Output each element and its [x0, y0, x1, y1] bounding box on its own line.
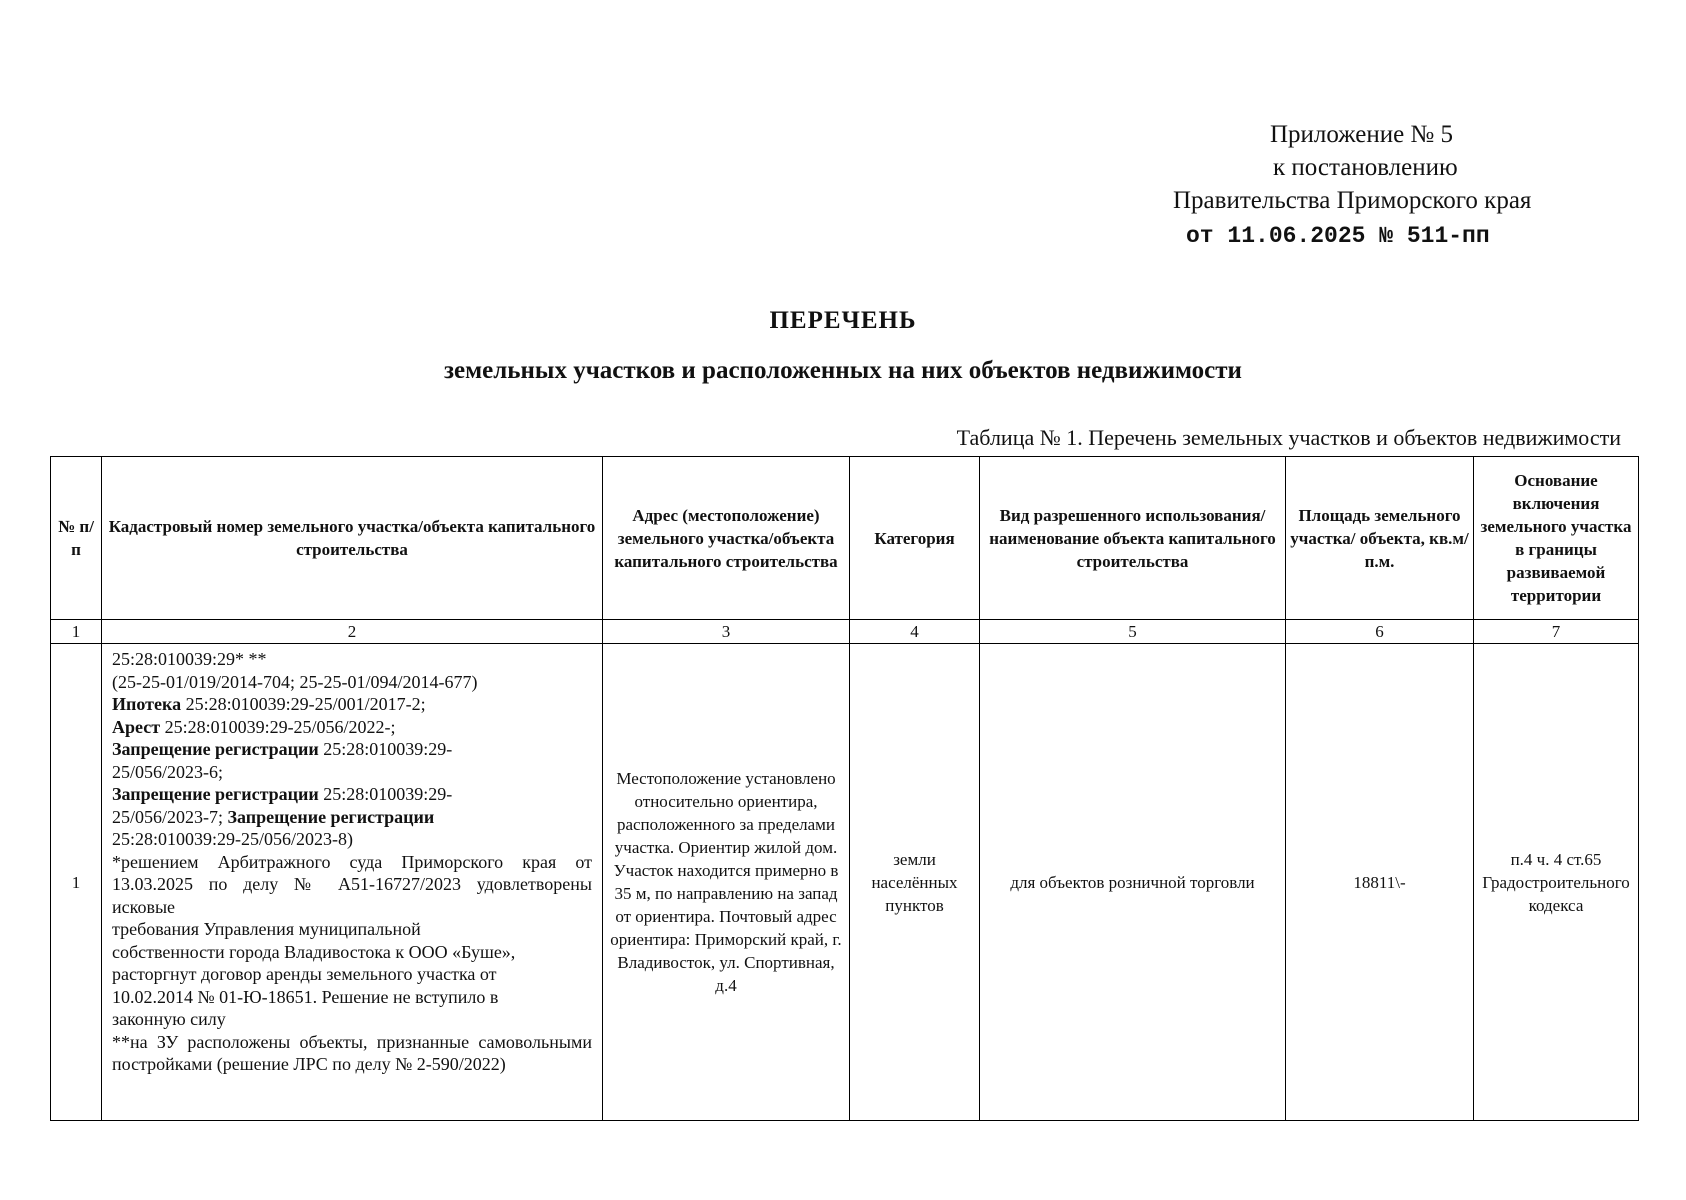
header-cadastral: Кадастровый номер земельного участка/объекта капитального строительства	[102, 457, 603, 620]
address-cell: Местоположение установлено относительно ориентира, расположенного за пределами участка. Ориентир жилой дом. Участок находится примерно в 35 м, по направлению на запад от ориентира. Почтовый адрес ориентира: Приморский край, г. Владивосток, ул. Спортивная, д.4	[603, 644, 850, 1121]
document-subtitle: земельных участков и расположенных на них объектов недвижимости	[444, 357, 1242, 384]
appendix-authority: Правительства Приморского края	[1173, 187, 1532, 214]
court-note-line: законную силу	[112, 1009, 226, 1029]
appendix-title: Приложение № 5	[1270, 121, 1454, 148]
land-plots-table	[50, 456, 1639, 1121]
court-note-line: требования Управления муниципальной	[112, 919, 421, 939]
column-number: 2	[102, 620, 603, 644]
registry-numbers: (25-25-01/019/2014-704; 25-25-01/094/2014-677)	[112, 671, 478, 692]
encumbrance-line: Запрещение регистрации 25:28:010039:29-	[112, 784, 453, 804]
appendix-ref: к постановлению	[1273, 154, 1458, 181]
court-note-line: расторгнут договор аренды земельного участка от	[112, 964, 497, 984]
cadastral-number: 25:28:010039:29* **	[112, 649, 267, 669]
court-note: *решением Арбитражного суда Приморского края от 13.03.2025 по делу № А51-16727/2023 удовлетворены исковые	[112, 851, 592, 917]
document-title: ПЕРЕЧЕНЬ	[769, 307, 917, 334]
table-header-row	[51, 457, 1639, 620]
appendix-block	[1150, 118, 1630, 253]
encumbrance-line: Арест 25:28:010039:29-25/056/2022-;	[112, 716, 396, 737]
column-number: 5	[980, 620, 1286, 644]
encumbrance-line: 25/056/2023-6;	[112, 761, 223, 782]
column-number: 3	[603, 620, 850, 644]
appendix-date-number: от 11.06.2025 № 511-пп	[1186, 223, 1490, 249]
table-caption: Таблица № 1. Перечень земельных участков и объектов недвижимости	[956, 425, 1621, 450]
header-use: Вид разрешенного использования/наименование объекта капитального строительства	[980, 457, 1286, 620]
court-note-line: 10.02.2014 № 01-Ю-18651. Решение не вступило в	[112, 986, 499, 1007]
encumbrance-line: 25/056/2023-7; Запрещение регистрации	[112, 806, 435, 827]
header-area: Площадь земельного участка/ объекта, кв.м/п.м.	[1286, 457, 1474, 620]
permitted-use-cell: для объектов розничной торговли	[980, 644, 1286, 1121]
cadastral-cell	[102, 644, 603, 1121]
self-built-note: **на ЗУ расположены объекты, признанные самовольными постройками (решение ЛРС по делу № 2-590/2022)	[112, 1031, 592, 1074]
encumbrance-line: Ипотека 25:28:010039:29-25/001/2017-2;	[112, 694, 426, 714]
header-category: Категория	[850, 457, 980, 620]
column-number: 4	[850, 620, 980, 644]
encumbrance-line: Запрещение регистрации 25:28:010039:29-	[112, 739, 453, 759]
table-row	[51, 644, 1639, 1121]
column-number: 6	[1286, 620, 1474, 644]
header-address: Адрес (местоположение) земельного участка/объекта капитального строительства	[603, 457, 850, 620]
court-note-line: собственности города Владивостока к ООО «Буше»,	[112, 941, 516, 962]
column-number: 7	[1474, 620, 1639, 644]
column-number-row	[51, 620, 1639, 644]
column-number: 1	[51, 620, 102, 644]
basis-cell: п.4 ч. 4 ст.65 Градостроительного кодекса	[1474, 644, 1639, 1121]
header-basis: Основание включения земельного участка в границы развиваемой территории	[1474, 457, 1639, 620]
category-cell: земли населённых пунктов	[850, 644, 980, 1121]
row-number: 1	[51, 644, 102, 1121]
encumbrance-line: 25:28:010039:29-25/056/2023-8)	[112, 829, 353, 849]
area-cell: 18811\-	[1286, 644, 1474, 1121]
header-number: № п/п	[51, 457, 102, 620]
